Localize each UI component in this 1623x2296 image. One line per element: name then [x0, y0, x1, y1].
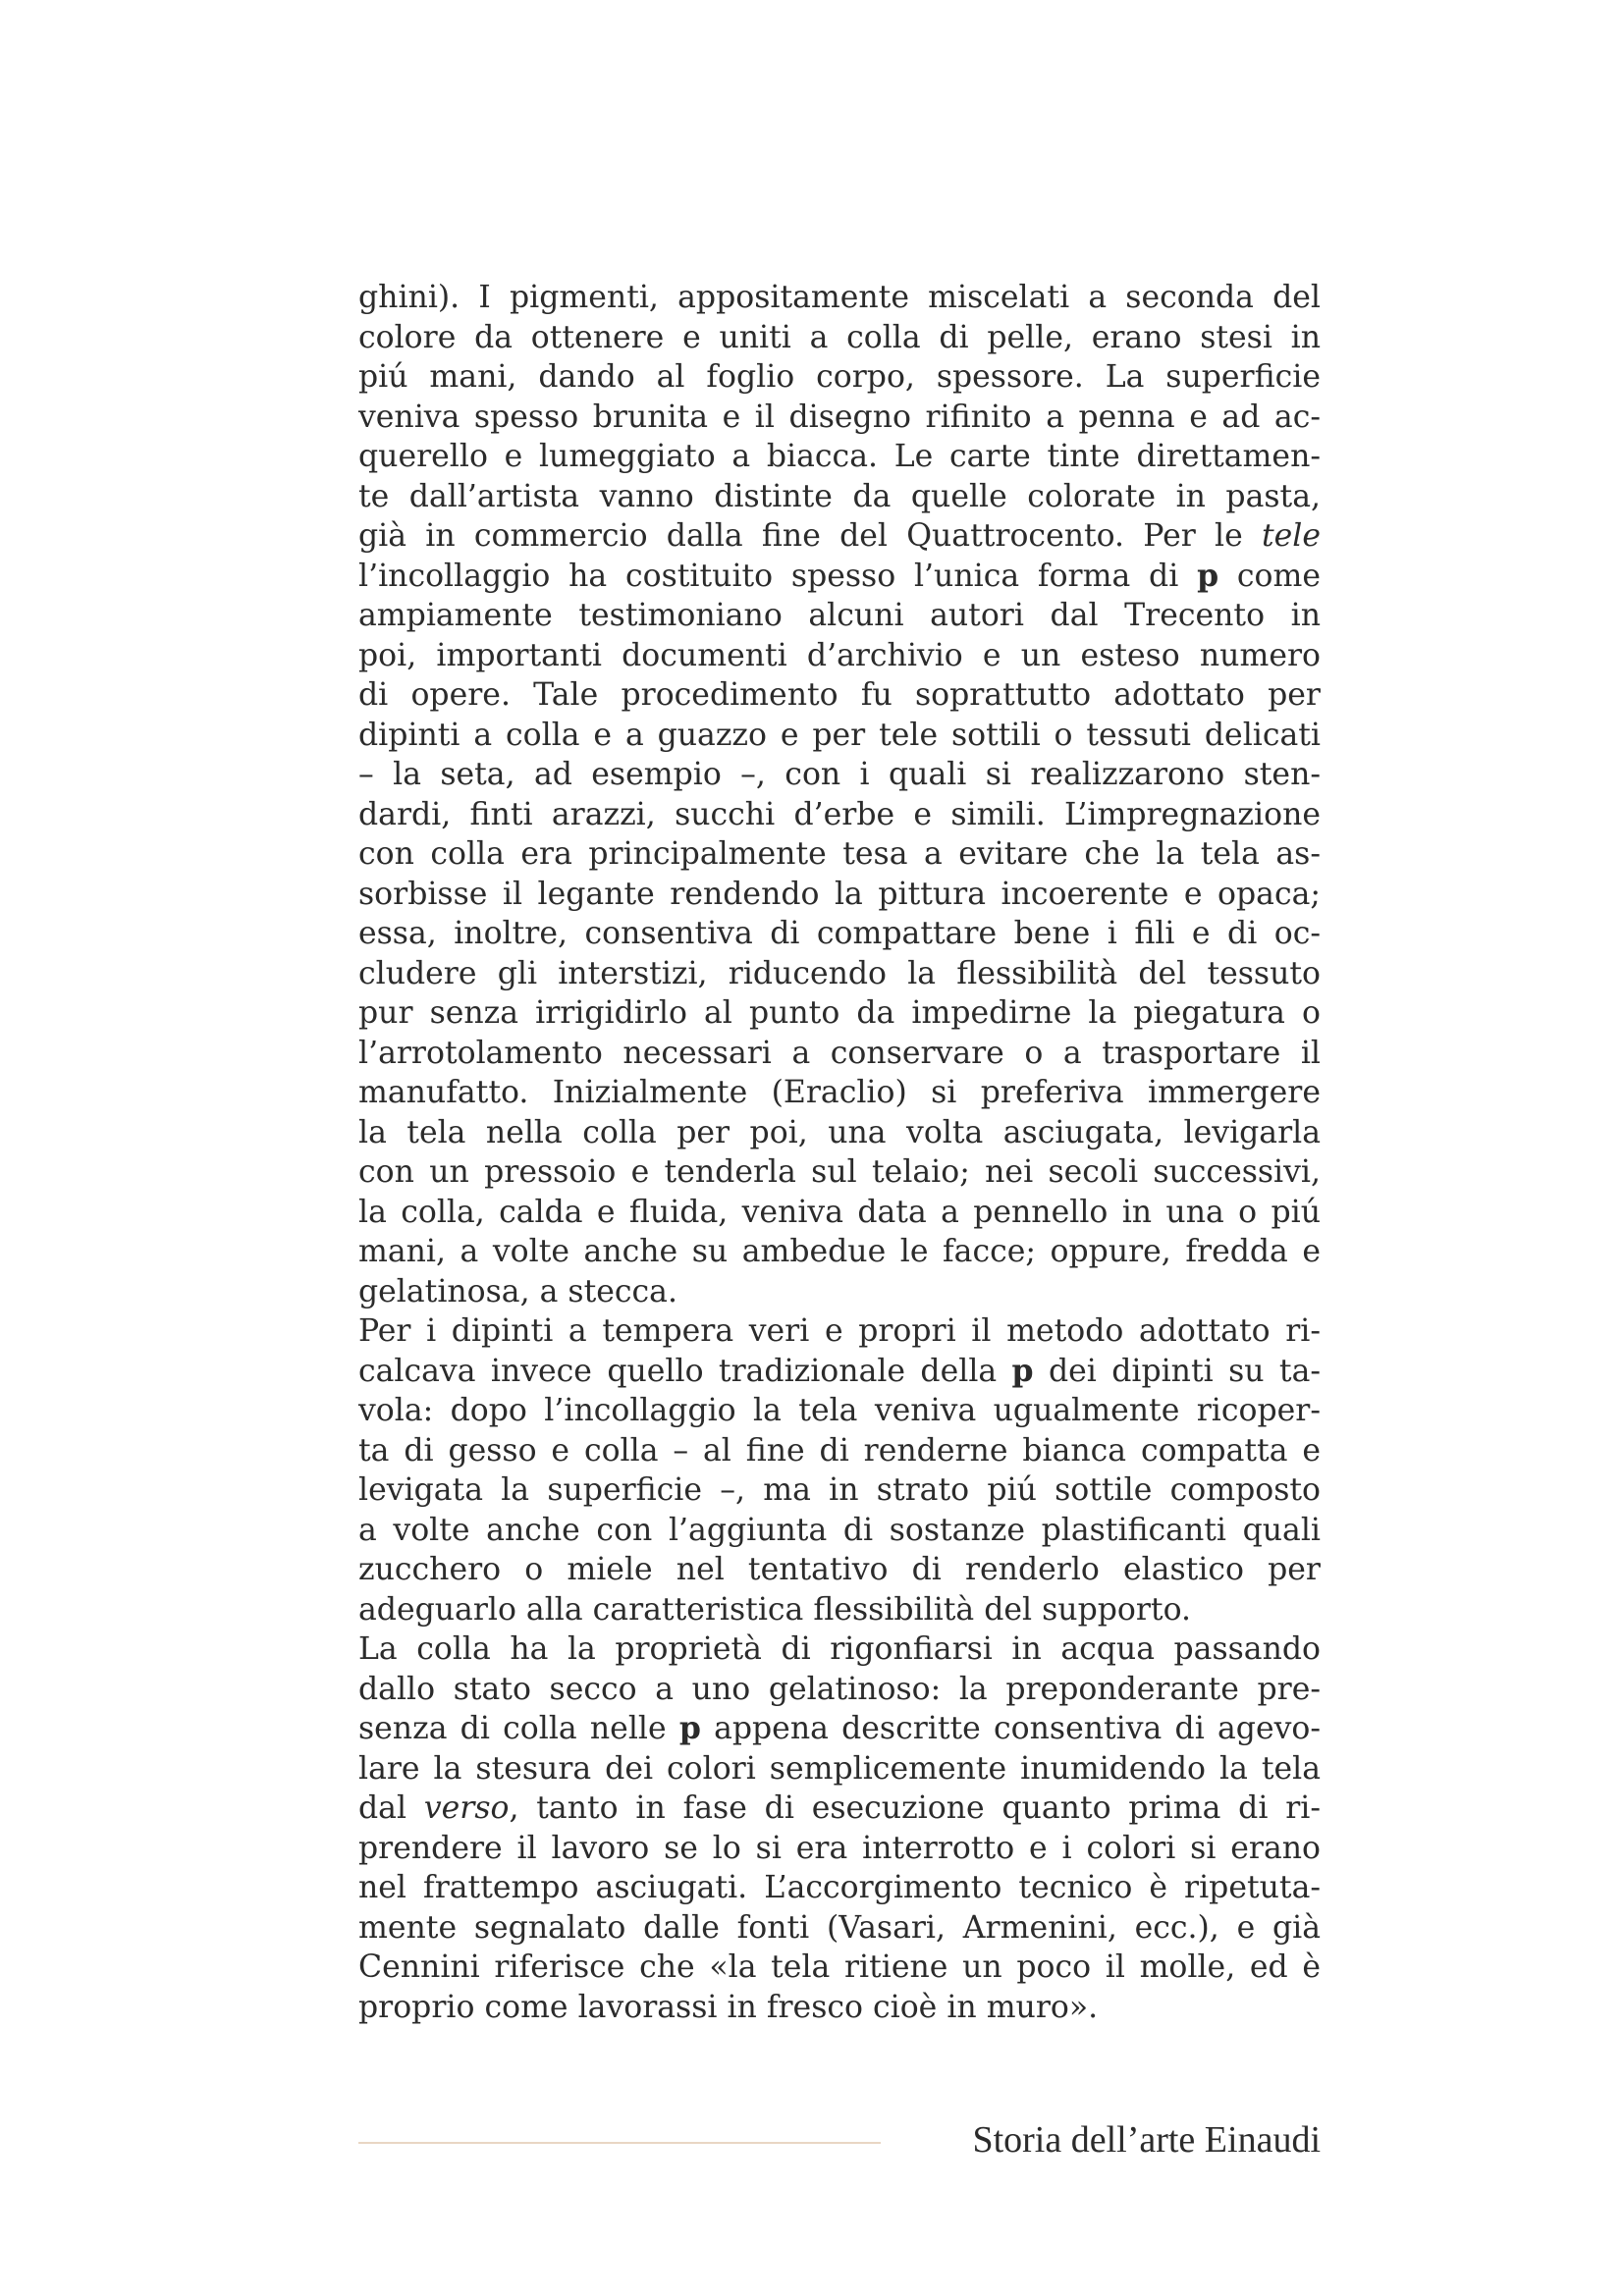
text-segment: La colla ha la proprietà di rigonfiarsi in acqua passando	[358, 1631, 1321, 1667]
text-segment: appena descritte consentiva di agevo-	[700, 1711, 1321, 1746]
text-line	[358, 1113, 1321, 1153]
text-segment: l’incollaggio ha costituito spesso l’unica forma di	[358, 558, 1198, 594]
text-line	[358, 1470, 1321, 1511]
text-line	[358, 834, 1321, 875]
text-line	[358, 1948, 1321, 1988]
text-line	[358, 875, 1321, 915]
text-segment: dallo stato secco a uno gelatinoso: la preponderante pre-	[358, 1671, 1321, 1707]
text-line	[358, 1511, 1321, 1551]
text-line	[358, 1789, 1321, 1829]
text-segment: sorbisse il legante rendendo la pittura incoerente e opaca;	[358, 876, 1321, 912]
text-segment: dal	[358, 1790, 424, 1826]
text-line	[358, 1352, 1321, 1392]
text-segment: zucchero o miele nel tentativo di renderlo elastico per	[358, 1552, 1321, 1587]
text-line	[358, 278, 1321, 318]
text-line	[358, 1272, 1321, 1312]
text-line	[358, 755, 1321, 795]
footer-title: Storia dell’arte Einaudi	[972, 2119, 1321, 2161]
bold-term: p	[678, 1710, 701, 1746]
text-segment: dardi, finti arazzi, succhi d’erbe e simili. L’impregnazione	[358, 796, 1321, 832]
text-segment: levigata la superficie –, ma in strato piú sottile composto	[358, 1472, 1321, 1508]
text-segment: lare la stesura dei colori semplicemente inumidendo la tela	[358, 1750, 1321, 1787]
body-text	[358, 278, 1321, 2027]
text-line	[358, 1193, 1321, 1233]
text-segment: cludere gli interstizi, riducendo la flessibilità del tessuto	[358, 955, 1321, 991]
text-segment: la colla, calda e fluida, veniva data a pennello in una o piú	[358, 1194, 1321, 1230]
text-segment: a volte anche con l’aggiunta di sostanze plastificanti quali	[358, 1512, 1321, 1548]
text-segment: adeguarlo alla caratteristica flessibilità del supporto.	[358, 1591, 1192, 1628]
text-segment: – la seta, ad esempio –, con i quali si realizzarono sten-	[358, 757, 1321, 792]
text-segment: calcava invece quello tradizionale della	[358, 1353, 1012, 1389]
text-segment: mani, a volte anche su ambedue le facce; oppure, fredda e	[358, 1234, 1321, 1269]
text-line	[358, 1629, 1321, 1670]
text-line	[358, 1152, 1321, 1193]
text-line	[358, 1391, 1321, 1431]
text-line	[358, 1709, 1321, 1749]
text-segment: piú mani, dando al foglio corpo, spessore. La superficie	[358, 359, 1321, 395]
text-line	[358, 716, 1321, 756]
text-line	[358, 1550, 1321, 1590]
text-segment: gelatinosa, a stecca.	[358, 1273, 677, 1309]
text-line	[358, 437, 1321, 477]
text-segment: manufatto. Inizialmente (Eraclio) si preferiva immergere	[358, 1075, 1321, 1110]
text-line	[358, 795, 1321, 835]
text-segment: l’arrotolamento necessari a conservare o a trasportare il	[358, 1035, 1321, 1071]
page-footer	[358, 2115, 1321, 2164]
text-segment: vola: dopo l’incollaggio la tela veniva ugualmente ricoper-	[358, 1393, 1321, 1428]
text-segment: senza di colla nelle	[358, 1711, 679, 1746]
text-line	[358, 516, 1321, 557]
text-segment: essa, inoltre, consentiva di compattare bene i fili e di oc-	[358, 916, 1321, 951]
text-segment: nel frattempo asciugati. L’accorgimento tecnico è ripetuta-	[358, 1870, 1321, 1905]
bold-term: p	[1011, 1352, 1034, 1389]
text-line	[358, 1988, 1321, 2028]
text-line	[358, 1431, 1321, 1471]
text-segment: colore da ottenere e uniti a colla di pelle, erano stesi in	[358, 319, 1321, 355]
text-line	[358, 596, 1321, 636]
text-segment: con un pressoio e tenderla sul telaio; nei secoli successivi,	[358, 1154, 1321, 1190]
text-line	[358, 1311, 1321, 1352]
text-line	[358, 1868, 1321, 1908]
text-line	[358, 357, 1321, 398]
text-segment: proprio come lavorassi in fresco cioè in muro».	[358, 1989, 1099, 2025]
text-line	[358, 636, 1321, 676]
text-segment: te dall’artista vanno distinte da quelle colorate in pasta,	[358, 478, 1321, 514]
text-segment: di opere. Tale procedimento fu soprattutto adottato per	[358, 677, 1321, 713]
text-line	[358, 318, 1321, 358]
text-line	[358, 1590, 1321, 1630]
text-segment: come	[1218, 558, 1321, 594]
footer-rule	[358, 2142, 881, 2144]
text-line	[358, 1232, 1321, 1272]
text-segment: poi, importanti documenti d’archivio e un esteso numero	[358, 637, 1321, 673]
text-line	[358, 675, 1321, 716]
text-segment: dipinti a colla e a guazzo e per tele sottili o tessuti delicati	[358, 717, 1321, 753]
bold-term: p	[1197, 557, 1219, 594]
text-line	[358, 477, 1321, 517]
text-line	[358, 398, 1321, 438]
text-line	[358, 1829, 1321, 1869]
text-line	[358, 1749, 1321, 1789]
text-segment: dei dipinti su ta-	[1033, 1353, 1321, 1389]
text-segment: la tela nella colla per poi, una volta asciugata, levigarla	[358, 1114, 1321, 1150]
italic-term: tele	[1261, 518, 1321, 554]
text-segment: querello e lumeggiato a biacca. Le carte tinte direttamen-	[358, 439, 1321, 474]
text-line	[358, 993, 1321, 1034]
text-line	[358, 1670, 1321, 1710]
text-segment: Per i dipinti a tempera veri e propri il metodo adottato ri-	[358, 1313, 1321, 1349]
text-line	[358, 954, 1321, 994]
text-segment: già in commercio dalla fine del Quattrocento. Per le	[358, 518, 1262, 554]
text-segment: veniva spesso brunita e il disegno rifinito a penna e ad ac-	[358, 399, 1321, 435]
text-line	[358, 1034, 1321, 1074]
text-segment: ghini). I pigmenti, appositamente miscelati a seconda del	[358, 280, 1321, 315]
text-segment: con colla era principalmente tesa a evitare che la tela as-	[358, 836, 1321, 872]
text-segment: mente segnalato dalle fonti (Vasari, Armenini, ecc.), e già	[358, 1909, 1321, 1946]
text-segment: Cennini riferisce che «la tela ritiene un poco il molle, ed è	[358, 1949, 1321, 1985]
text-segment: prendere il lavoro se lo si era interrotto e i colori si erano	[358, 1830, 1321, 1866]
text-segment: pur senza irrigidirlo al punto da impedirne la piegatura o	[358, 995, 1321, 1031]
text-segment: ta di gesso e colla – al fine di renderne bianca compatta e	[358, 1432, 1321, 1468]
italic-term: verso	[423, 1790, 510, 1826]
text-line	[358, 1908, 1321, 1949]
text-segment: ampiamente testimoniano alcuni autori dal Trecento in	[358, 598, 1321, 633]
text-line	[358, 914, 1321, 954]
text-segment: , tanto in fase di esecuzione quanto prima di ri-	[509, 1790, 1321, 1826]
text-line	[358, 557, 1321, 597]
text-line	[358, 1073, 1321, 1113]
